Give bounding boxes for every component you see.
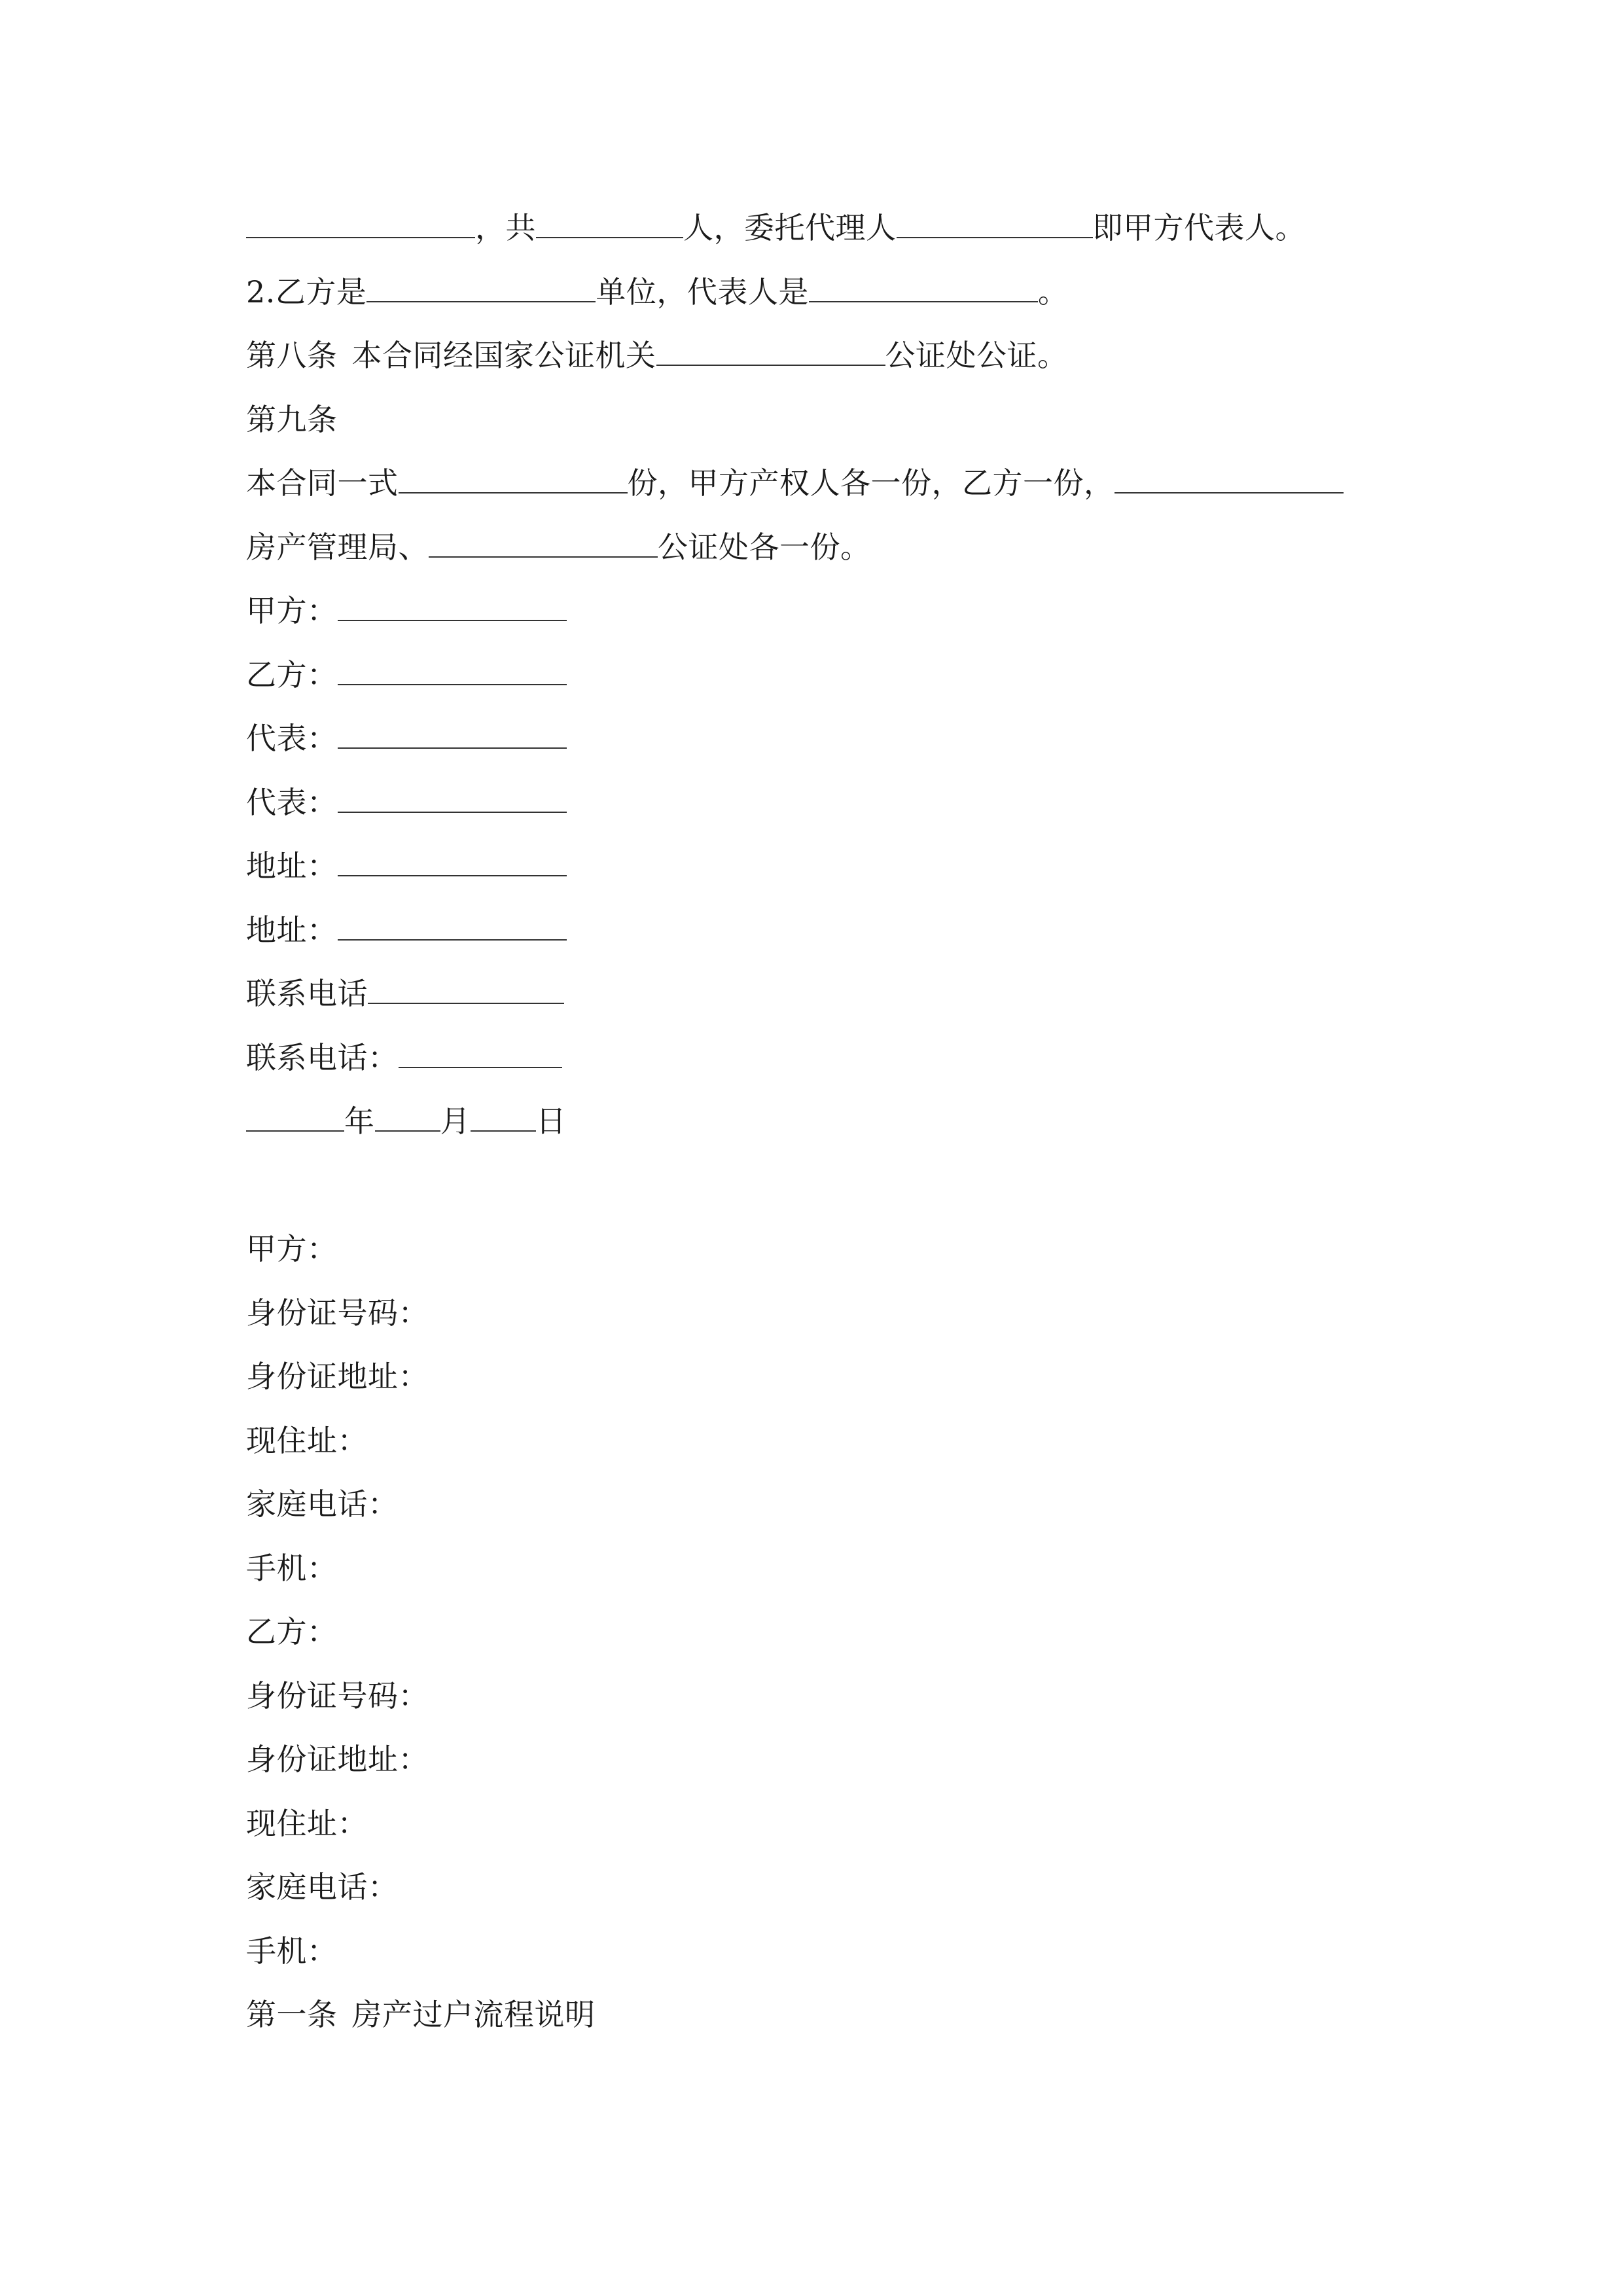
contract-body (246, 196, 1398, 2047)
blank-field[interactable] (368, 973, 564, 1004)
text: 2.乙方是 (246, 274, 367, 310)
signature-party-a (246, 579, 1398, 643)
signature-address-b (246, 899, 1398, 963)
party-b-mobile: 手机： (246, 1933, 338, 1969)
party-a-home-phone: 家庭电话： (246, 1486, 399, 1522)
text: 单位，代表人是 (596, 274, 809, 310)
party-b-title: 乙方： (246, 1614, 338, 1649)
copies-line-2 (246, 516, 1398, 580)
text: 即甲方代表人。 (1092, 210, 1306, 245)
field-label: 甲方： (246, 593, 338, 628)
article-label: 第一条 (246, 1997, 338, 2032)
signature-phone-a (246, 962, 1398, 1026)
party-b-id-address: 身份证地址： (246, 1742, 429, 1777)
party-a-current-address: 现住址： (246, 1422, 368, 1458)
field-label: 代表： (246, 784, 338, 820)
blank-field[interactable] (399, 1037, 562, 1068)
party-b-home-phone: 家庭电话： (246, 1869, 399, 1905)
text: 公证处公证。 (885, 338, 1068, 373)
blank-field[interactable] (338, 781, 567, 813)
party-a-id-address: 身份证地址： (246, 1359, 429, 1394)
text: 公证处各一份。 (658, 529, 871, 565)
field-label: 联系电话： (246, 1039, 399, 1075)
party-a-title: 甲方： (246, 1231, 338, 1266)
article-1 (246, 1983, 1398, 2047)
blank-field[interactable] (809, 271, 1038, 302)
party-b-current-address: 现住址： (246, 1805, 368, 1841)
date-year: 年 (344, 1103, 375, 1139)
article-9 (246, 388, 1398, 452)
field-label: 地址： (246, 912, 338, 948)
signature-phone-b (246, 1026, 1398, 1090)
blank-field[interactable] (536, 207, 683, 238)
article-label: 第八条 (246, 338, 338, 373)
blank-field[interactable] (338, 654, 567, 685)
signature-party-b (246, 643, 1398, 708)
date-line (246, 1090, 1398, 1154)
date-day: 日 (536, 1103, 567, 1139)
blank-field[interactable] (338, 909, 567, 941)
blank-field[interactable] (366, 271, 596, 302)
text: 本合同一式 (246, 465, 399, 501)
field-label: 地址： (246, 848, 338, 884)
signature-representative-a (246, 707, 1398, 771)
field-label: 代表： (246, 721, 338, 756)
text: 。 (1037, 274, 1069, 310)
text: 本合同经国家公证机关 (351, 338, 656, 373)
party-a-mobile: 手机： (246, 1550, 338, 1586)
blank-field[interactable] (338, 590, 567, 621)
party-b-id-number: 身份证号码： (246, 1677, 429, 1713)
text: 房产管理局、 (246, 529, 429, 565)
signature-representative-b (246, 771, 1398, 835)
signature-address-a (246, 834, 1398, 899)
blank-field[interactable] (471, 1100, 536, 1132)
article-label: 第九条 (246, 401, 338, 437)
blank-field[interactable] (246, 1100, 344, 1132)
party-a-count-line (246, 196, 1398, 260)
date-month: 月 (440, 1103, 471, 1139)
blank-field[interactable] (246, 207, 475, 238)
copies-line-1 (246, 452, 1398, 516)
blank-field[interactable] (429, 526, 658, 558)
blank-field[interactable] (897, 207, 1093, 238)
blank-field[interactable] (375, 1100, 440, 1132)
blank-field[interactable] (1115, 462, 1344, 493)
party-a-id-number: 身份证号码： (246, 1295, 429, 1331)
spacer (246, 1154, 1398, 1218)
field-label: 乙方： (246, 656, 338, 692)
blank-field[interactable] (656, 334, 885, 366)
blank-field[interactable] (338, 845, 567, 876)
blank-field[interactable] (399, 462, 628, 493)
text: 人，委托代理人 (683, 210, 897, 245)
text: ，共 (475, 210, 536, 245)
text: 份，甲方产权人各一份，乙方一份， (627, 465, 1115, 501)
party-b-line (246, 260, 1398, 325)
article-8 (246, 324, 1398, 388)
article-title: 房产过户流程说明 (351, 1997, 596, 2032)
blank-field[interactable] (338, 717, 567, 749)
field-label: 联系电话 (246, 976, 368, 1011)
